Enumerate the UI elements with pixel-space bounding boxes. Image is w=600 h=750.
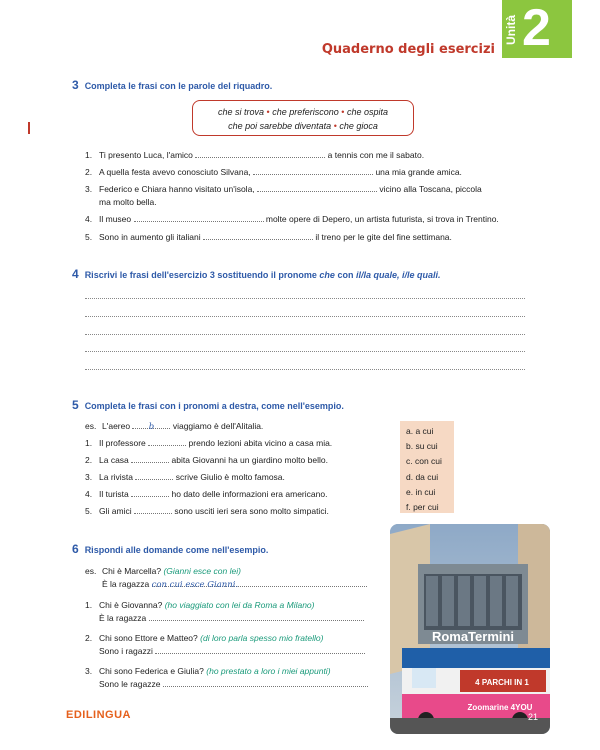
choice-item: b. su cui (406, 441, 438, 452)
bus-ad-text-2: Zoomarine 4YOU (467, 703, 533, 712)
exercise-6-item: 2. Chi sono Ettore e Matteo? (di loro parla spesso mio fratello) (85, 633, 324, 643)
unit-badge (502, 0, 572, 58)
answer-blank[interactable]: b (132, 420, 170, 429)
answer-blank[interactable] (134, 213, 264, 222)
answer-blank[interactable] (134, 505, 172, 514)
answer-blank[interactable]: con cui esce Gianni. (152, 578, 367, 587)
writing-line[interactable] (85, 316, 525, 317)
exercise-6-item: 3. Chi sono Federica e Giulia? (ho prestato a loro i miei appunti) (85, 666, 331, 676)
answer-blank[interactable] (163, 678, 368, 687)
unit-word: Unità (504, 15, 518, 45)
exercise-3-item: 1. Ti presento Luca, l'amico a tennis con me il sabato. (85, 150, 425, 160)
word-option: che preferiscono (272, 107, 339, 117)
station-sign: RomaTermini (431, 629, 515, 644)
station-photo (390, 524, 550, 734)
exercise-5-item: 4. Il turista ho dato delle informazioni era americano. (85, 489, 328, 499)
publisher-logo: EDILINGUA (66, 709, 131, 721)
exercise-6-item-answer: Sono le ragazze (99, 678, 368, 690)
exercise-number: 4 (72, 267, 79, 281)
exercise-6-title: 6 Rispondi alle domande come nell'esempio. (72, 542, 269, 556)
writing-line[interactable] (85, 298, 525, 299)
answer-blank[interactable] (257, 183, 377, 192)
word-option: che ospita (346, 107, 388, 117)
answer-blank[interactable] (148, 437, 186, 446)
exercise-3-item: 5. Sono in aumento gli italiani il treno per le gite del fine settimana. (85, 232, 452, 242)
choice-item: d. da cui (406, 471, 439, 482)
answer-blank[interactable] (253, 166, 373, 175)
exercise-3-item-cont: ma molto bella. (99, 197, 157, 207)
choice-item: a. a cui (406, 426, 434, 436)
choice-item: e. in cui (406, 486, 436, 497)
answer-blank[interactable] (155, 645, 365, 654)
writing-line[interactable] (85, 334, 525, 335)
exercise-3-title (72, 78, 272, 92)
exercise-6-item-answer: Sono i ragazzi (99, 645, 365, 657)
answer-blank[interactable] (131, 488, 169, 497)
roma-termini-illustration (390, 524, 550, 734)
exercise-6-item-answer: È la ragazza (99, 612, 364, 624)
exercise-3-item: 4. Il museo molte opere di Depero, un artista futurista, si trova in Trentino. (85, 214, 499, 224)
answer-blank[interactable] (135, 471, 173, 480)
page-title: Quaderno degli esercizi (321, 42, 495, 57)
exercise-5-item: 1. Il professore prendo lezioni abita vicino a casa mia. (85, 438, 333, 448)
bus-ad-text: 4 PARCHI IN 1 (475, 678, 529, 687)
word-option: che poi sarebbe diventata (228, 121, 332, 131)
exercise-6-item: 1. Chi è Giovanna? (ho viaggiato con lei da Roma a Milano) (85, 600, 315, 610)
margin-mark (28, 122, 30, 134)
choice-item: c. con cui (406, 456, 442, 467)
answer-blank[interactable] (195, 149, 325, 158)
writing-line[interactable] (85, 351, 525, 352)
exercise-instruction: Completa le frasi con le parole del riquadro. (84, 81, 273, 91)
page-number: 21 (528, 712, 539, 722)
exercise-5-item: 3. La rivista scrive Giulio è molto famosa. (85, 472, 285, 482)
choice-item: f. per cui (406, 502, 439, 513)
answer-blank[interactable] (203, 231, 313, 240)
exercise-number: 5 (72, 398, 79, 412)
answer-blank[interactable] (149, 612, 364, 621)
exercise-5-title: 5 Completa le frasi con i pronomi a destra, come nell'esempio. (72, 398, 344, 412)
answer-blank[interactable] (131, 454, 169, 463)
exercise-5-item: 2. La casa abita Giovanni ha un giardino molto bello. (85, 455, 328, 465)
exercise-6-example: es. Chi è Marcella? (Gianni esce con lei) (85, 566, 241, 576)
exercise-5-example: es. L'aereo b viaggiamo è dell'Alitalia. (85, 421, 264, 432)
exercise-number: 6 (72, 542, 79, 556)
unit-number: 2 (522, 0, 551, 57)
writing-line[interactable] (85, 369, 525, 370)
exercise-6-example-answer: È la ragazza con cui esce Gianni. (102, 578, 367, 590)
word-option: che si trova (218, 107, 265, 117)
pronoun-choices (400, 421, 454, 513)
exercise-3-item: 2. A quella festa avevo conosciuto Silvana, una mia grande amica. (85, 167, 462, 177)
word-option: che gioca (339, 121, 378, 131)
word-box: che si trova • che preferiscono • che ospita che poi sarebbe diventata • che gioca (192, 100, 414, 136)
exercise-number: 3 (72, 78, 79, 92)
exercise-3-item: 3. Federico e Chiara hanno visitato un'isola, vicino alla Toscana, piccola (85, 184, 482, 194)
exercise-4-title: 4 Riscrivi le frasi dell'esercizio 3 sostituendo il pronome che con il/la quale, i/le quali. (72, 267, 441, 281)
exercise-5-item: 5. Gli amici sono usciti ieri sera sono molto simpatici. (85, 506, 329, 516)
